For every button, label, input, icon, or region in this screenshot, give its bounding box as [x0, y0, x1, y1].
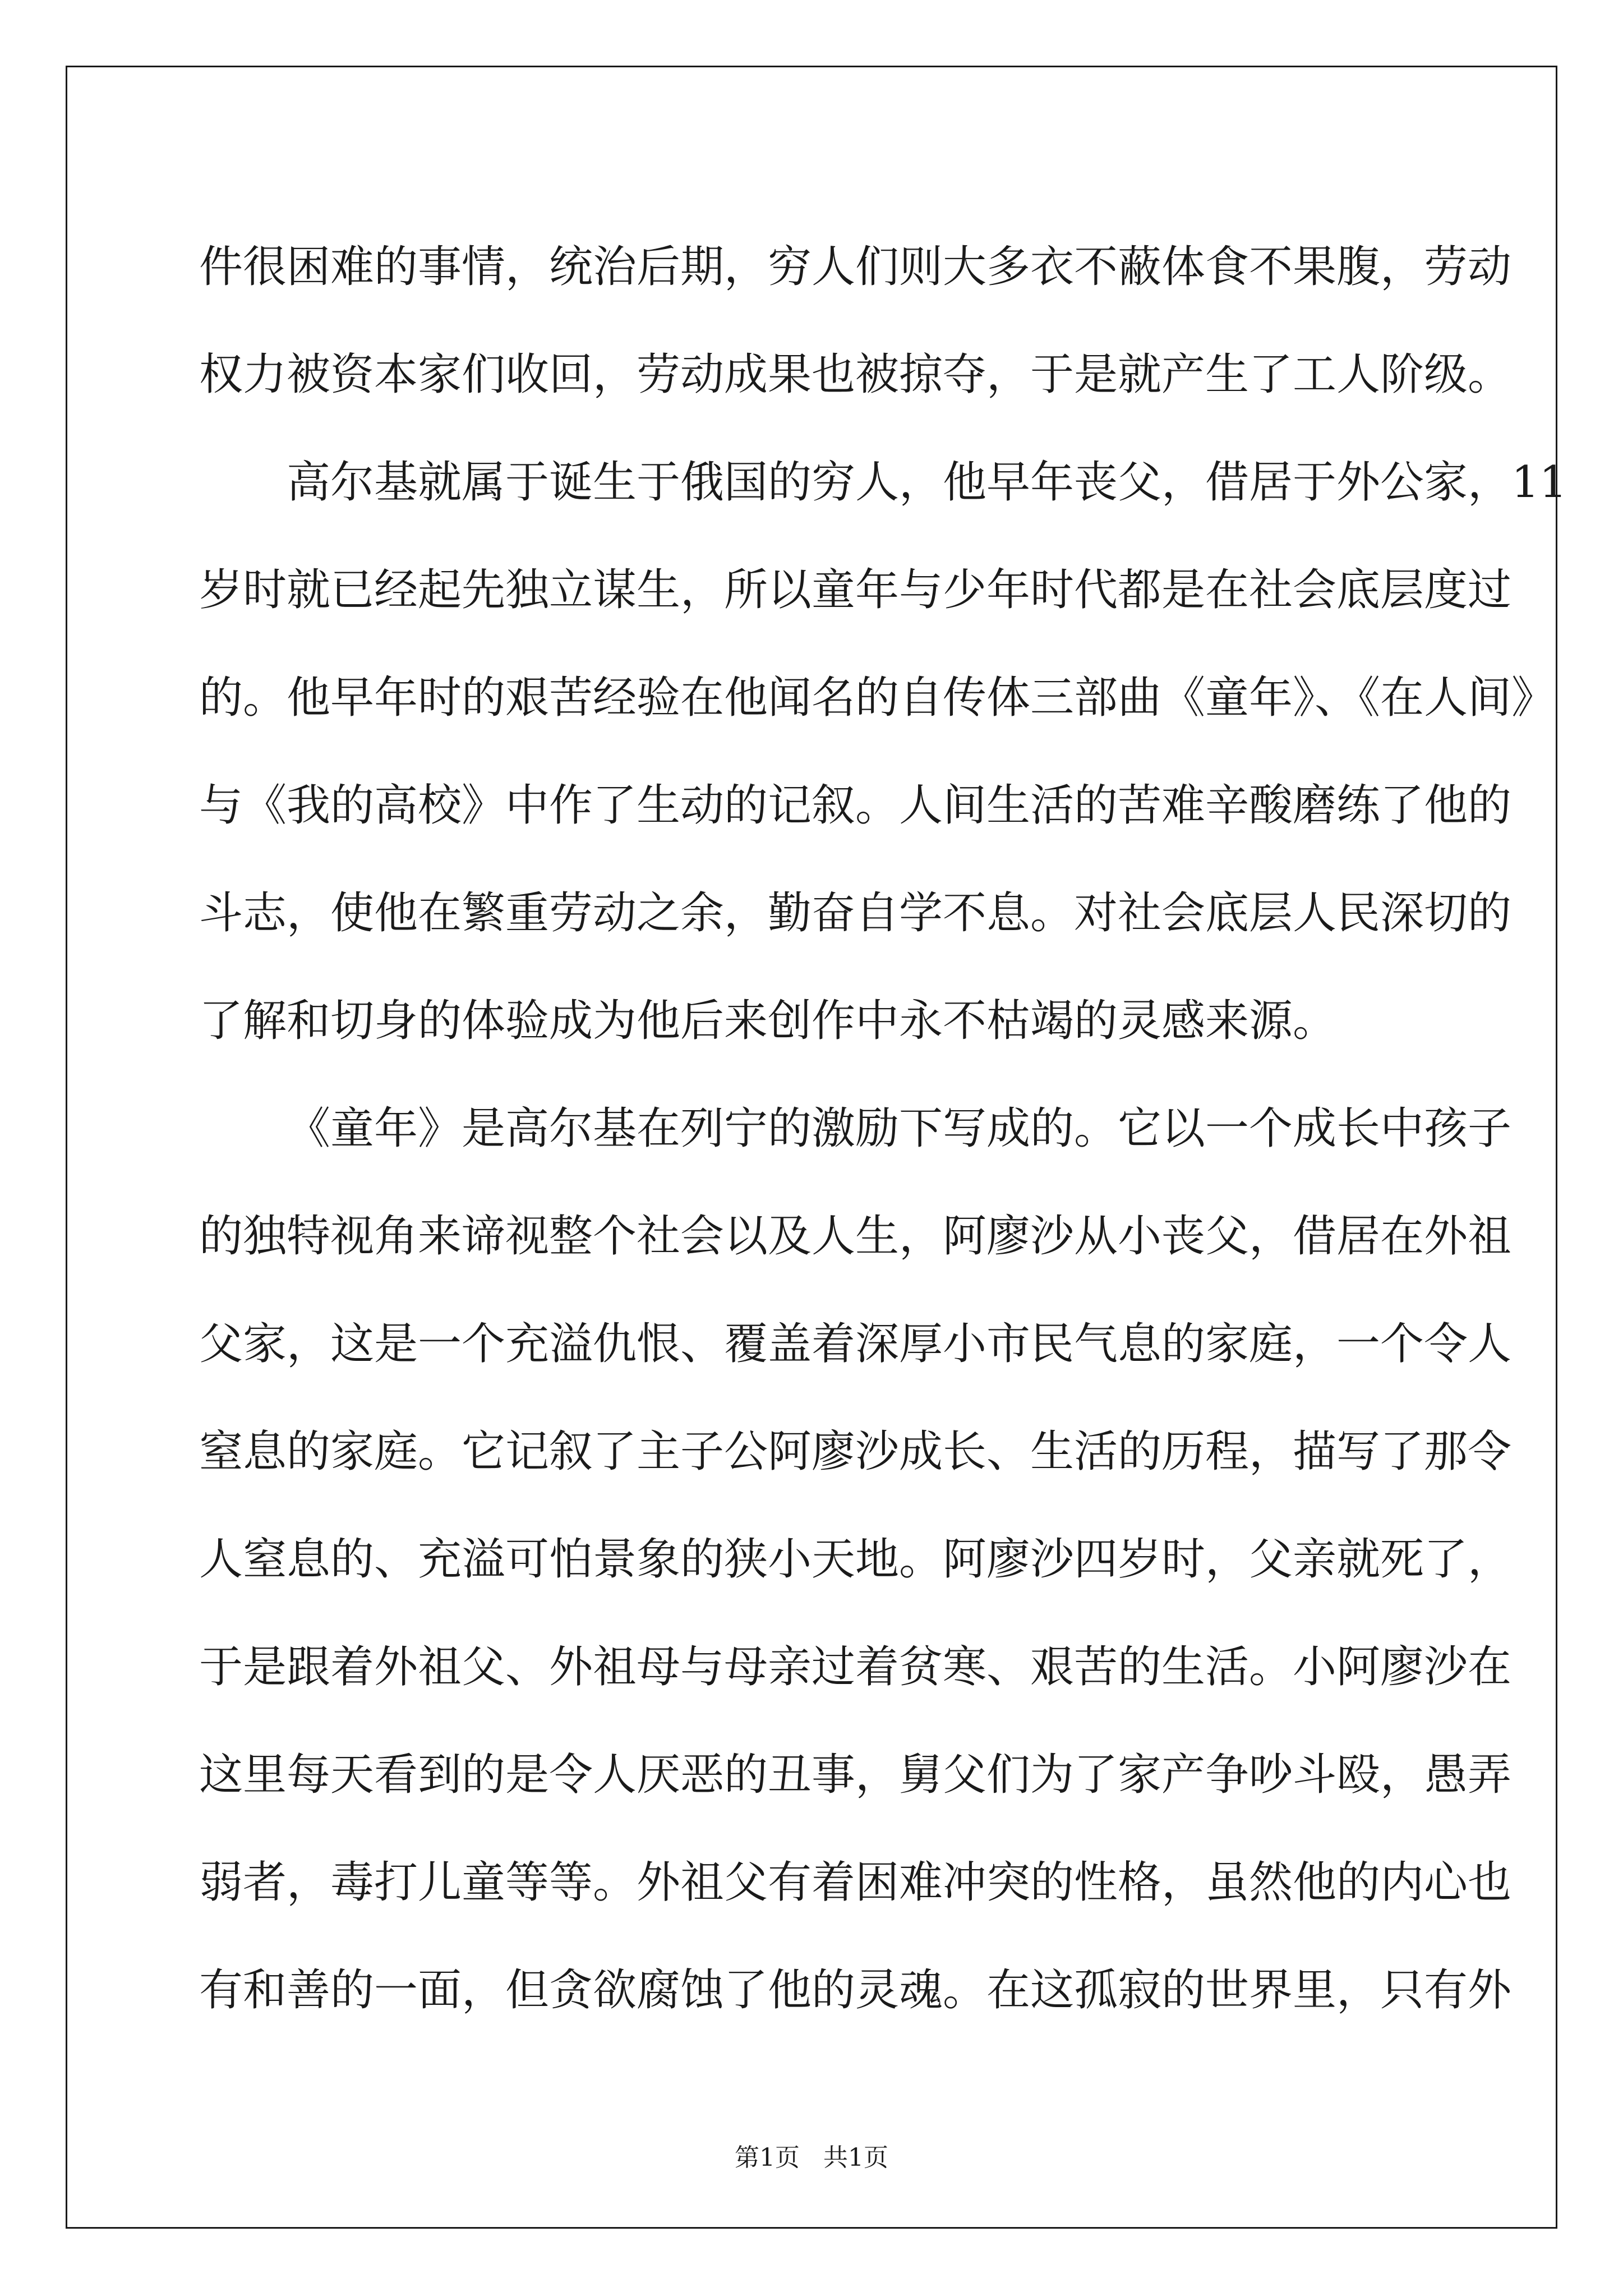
text-line: 岁时就已经起先独立谋生，所以童年与少年时代都是在社会底层度过 [199, 565, 1512, 615]
page-footer: 第1页 共1页 [735, 2143, 888, 2172]
text-line: 了解和切身的体验成为他后来创作中永不枯竭的灵感来源。 [199, 996, 1337, 1046]
text-line: 的独特视角来谛视整个社会以及人生，阿廖沙从小丧父，借居在外祖 [199, 1211, 1512, 1262]
document-body [199, 213, 1567, 2044]
text-line: 与《我的高校》中作了生动的记叙。人间生活的苦难辛酸磨练了他的 [199, 780, 1512, 831]
text-line: 斗志，使他在繁重劳动之余，勤奋自学不息。对社会底层人民深切的 [199, 888, 1512, 938]
text-line: 窒息的家庭。它记叙了主子公阿廖沙成长、生活的历程，描写了那令 [199, 1427, 1512, 1477]
text-line: 于是跟着外祖父、外祖母与母亲过着贫寒、艰苦的生活。小阿廖沙在 [199, 1642, 1512, 1692]
text-line: 的。他早年时的艰苦经验在他闻名的自传体三部曲《童年》、《在人间》 [199, 673, 1556, 723]
text-line: 父家，这是一个充溢仇恨、覆盖着深厚小市民气息的家庭，一个令人 [199, 1319, 1512, 1369]
text-line: 权力被资本家们收回，劳动成果也被掠夺，于是就产生了工人阶级。 [199, 349, 1512, 400]
text-line: 弱者，毒打儿童等等。外祖父有着困难冲突的性格，虽然他的内心也 [199, 1857, 1512, 1908]
text-line: 件很困难的事情，统治后期，穷人们则大多衣不蔽体食不果腹，劳动 [199, 242, 1512, 292]
text-line: 人窒息的、充溢可怕景象的狭小天地。阿廖沙四岁时，父亲就死了， [199, 1534, 1512, 1585]
text-line: 高尔基就属于诞生于俄国的穷人，他早年丧父，借居于外公家，11 [287, 457, 1567, 508]
text-line: 有和善的一面，但贪欲腐蚀了他的灵魂。在这孤寂的世界里，只有外 [199, 1965, 1512, 2016]
text-line: 《童年》是高尔基在列宁的激励下写成的。它以一个成长中孩子 [287, 1103, 1512, 1154]
text-line: 这里每天看到的是令人厌恶的丑事，舅父们为了家产争吵斗殴，愚弄 [199, 1750, 1512, 1800]
